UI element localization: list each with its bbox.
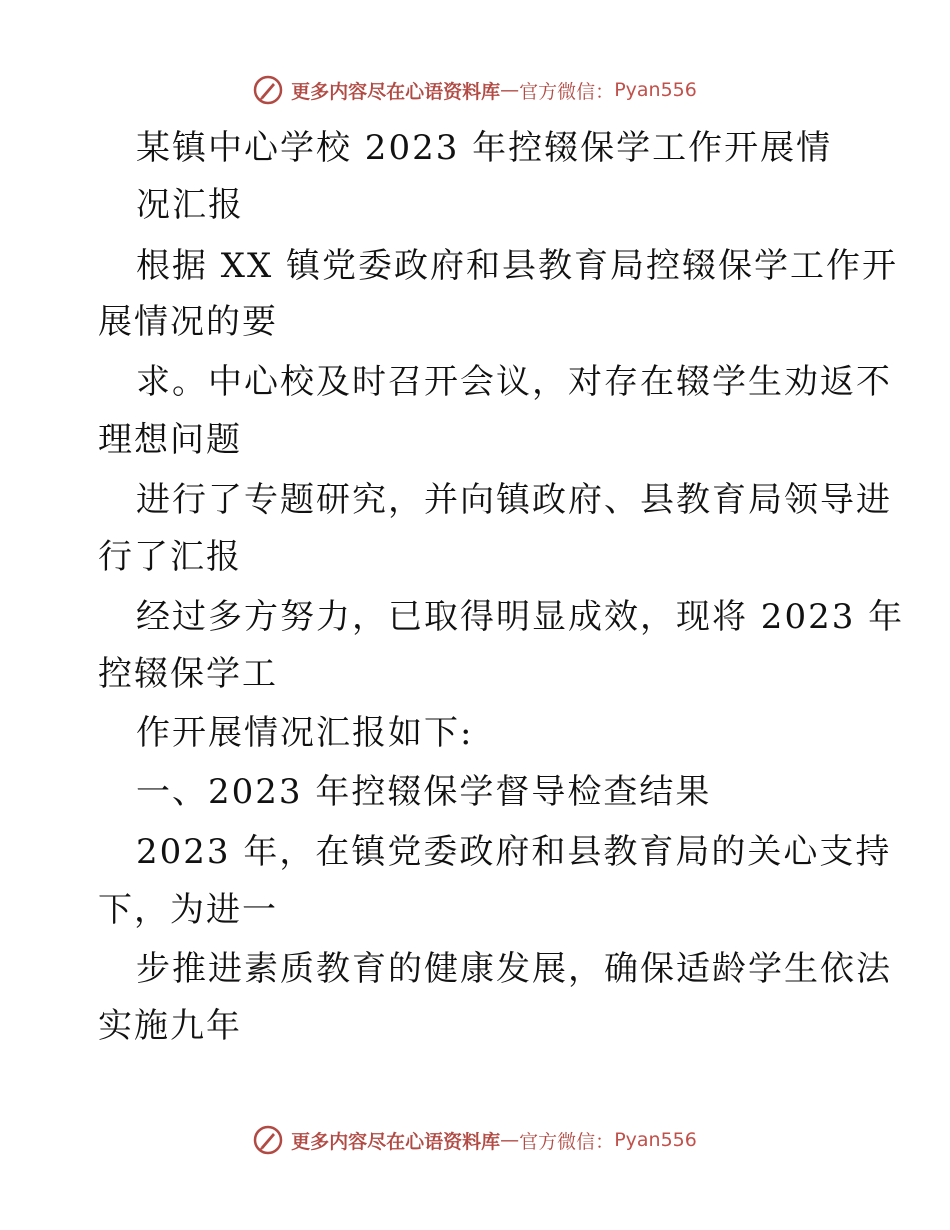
watermark-main-text: 更多内容尽在心语资料库 — [291, 80, 501, 103]
doc-section-heading: 一、2023 年控辍保学督导检查结果 — [136, 772, 712, 812]
doc-line-7: 经过多方努力，已取得明显成效，现将 2023 年 — [136, 597, 905, 637]
watermark-wechat-id: Pyan556 — [614, 1129, 697, 1151]
doc-line-5: 进行了专题研究，并向镇政府、县教育局领导进 — [136, 480, 892, 520]
watermark-sub-text: 官方微信： — [519, 80, 615, 103]
doc-line-4: 理想问题 — [98, 420, 242, 460]
doc-line-11: 下，为进一 — [98, 890, 278, 930]
doc-line-9: 作开展情况汇报如下: — [136, 713, 474, 753]
watermark-wechat-id: Pyan556 — [614, 79, 697, 101]
doc-line-10: 2023 年，在镇党委政府和县教育局的关心支持 — [136, 832, 892, 872]
header-watermark — [0, 70, 950, 110]
watermark-separator: — — [500, 79, 520, 101]
doc-line-title-1: 某镇中心学校 2023 年控辍保学工作开展情 — [136, 128, 833, 168]
doc-line-8: 控辍保学工 — [98, 654, 278, 694]
doc-line-1: 根据 XX 镇党委政府和县教育局控辍保学工作开 — [136, 246, 899, 286]
watermark-separator: — — [500, 1129, 520, 1151]
doc-line-6: 行了汇报 — [98, 537, 242, 577]
doc-line-title-2: 况汇报 — [136, 185, 244, 225]
doc-line-12: 步推进素质教育的健康发展，确保适龄学生依法 — [136, 949, 892, 989]
quill-logo-icon — [253, 75, 283, 105]
quill-logo-icon — [253, 1125, 283, 1155]
doc-line-3: 求。中心校及时召开会议，对存在辍学生劝返不 — [136, 362, 892, 402]
doc-line-13: 实施九年 — [98, 1006, 242, 1046]
watermark-sub-text: 官方微信： — [519, 1130, 615, 1153]
watermark-main-text: 更多内容尽在心语资料库 — [291, 1130, 501, 1153]
doc-line-2: 展情况的要 — [98, 302, 278, 342]
footer-watermark — [0, 1120, 950, 1160]
